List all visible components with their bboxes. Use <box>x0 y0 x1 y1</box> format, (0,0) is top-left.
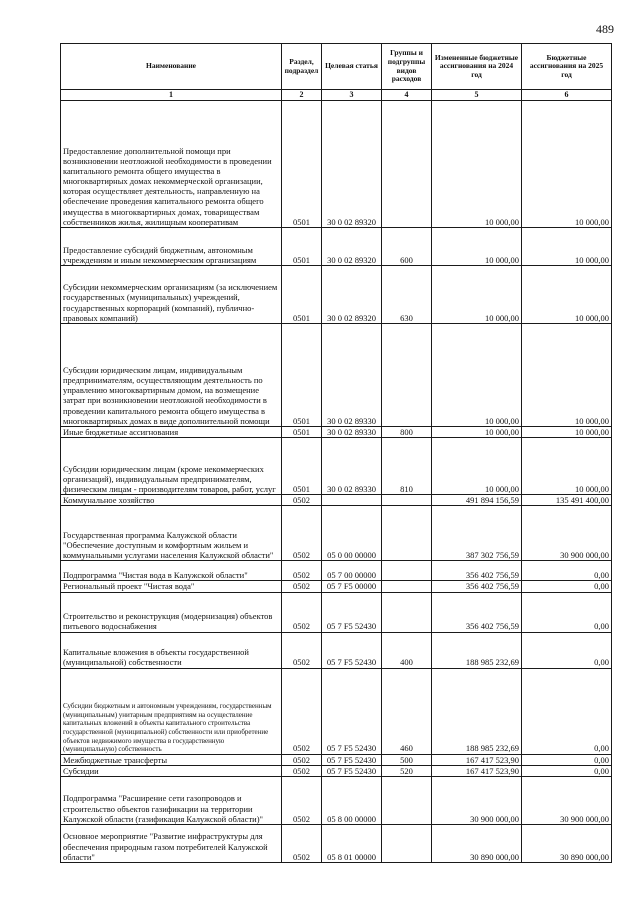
row-statya <box>322 495 382 506</box>
row-razdel: 0501 <box>282 324 322 427</box>
row-amount-2024: 167 417 523,90 <box>432 765 522 776</box>
row-amount-2024: 387 302 756,59 <box>432 506 522 561</box>
table-row <box>61 438 612 495</box>
row-statya: 30 0 02 89320 <box>322 101 382 228</box>
row-amount-2025: 135 491 400,00 <box>522 495 612 506</box>
header-vid: Группы и подгруппы видов расходов <box>382 44 432 90</box>
table-row <box>61 495 612 506</box>
row-amount-2025: 10 000,00 <box>522 438 612 495</box>
row-statya: 05 7 F5 52430 <box>322 632 382 668</box>
row-amount-2025: 30 900 000,00 <box>522 506 612 561</box>
row-amount-2024: 10 000,00 <box>432 228 522 266</box>
row-amount-2024: 10 000,00 <box>432 101 522 228</box>
column-number-row <box>61 90 612 101</box>
column-number: 3 <box>322 90 382 101</box>
row-amount-2024: 10 000,00 <box>432 427 522 438</box>
row-vid <box>382 592 432 632</box>
row-amount-2024: 491 894 156,59 <box>432 495 522 506</box>
row-statya: 05 7 F5 52430 <box>322 754 382 765</box>
row-amount-2024: 30 900 000,00 <box>432 776 522 824</box>
row-vid <box>382 581 432 592</box>
row-statya: 05 0 00 00000 <box>322 506 382 561</box>
row-statya: 05 7 00 00000 <box>322 561 382 581</box>
row-amount-2025: 10 000,00 <box>522 266 612 324</box>
row-name: Субсидии бюджетным и автономным учреждениям, государственным (муниципальным) унитарным предприятиям на осуществление капитальных вложений в объекты капитального строительства государственной (муниципальной) собственности или приобретение объектов недвижимого имущества в государственную (муниципальную) собственность <box>61 668 282 754</box>
row-razdel: 0501 <box>282 101 322 228</box>
table-row <box>61 101 612 228</box>
row-statya: 30 0 02 89330 <box>322 427 382 438</box>
row-vid: 460 <box>382 668 432 754</box>
row-name: Основное мероприятие "Развитие инфраструктуры для обеспечения природным газом потребителей Калужской области" <box>61 824 282 862</box>
table-row <box>61 668 612 754</box>
row-statya: 05 7 F5 00000 <box>322 581 382 592</box>
row-amount-2025: 10 000,00 <box>522 101 612 228</box>
row-amount-2024: 188 985 232,69 <box>432 668 522 754</box>
table-row <box>61 581 612 592</box>
row-vid <box>382 561 432 581</box>
row-amount-2025: 0,00 <box>522 561 612 581</box>
row-vid <box>382 324 432 427</box>
row-statya: 30 0 02 89330 <box>322 324 382 427</box>
row-vid <box>382 824 432 862</box>
row-amount-2024: 167 417 523,90 <box>432 754 522 765</box>
row-name: Коммунальное хозяйство <box>61 495 282 506</box>
row-vid <box>382 101 432 228</box>
row-statya: 05 8 00 00000 <box>322 776 382 824</box>
table-row <box>61 324 612 427</box>
row-amount-2024: 356 402 756,59 <box>432 592 522 632</box>
row-name: Субсидии юридическим лицам, индивидуальным предпринимателям, осуществляющим деятельность по управлению многоквартирным домом, на возмещение затрат при возникновении неотложной необходимости в проведении капитального ремонта общего имущества в многоквартирных домах в виде дополнительной помощи <box>61 324 282 427</box>
column-number: 1 <box>61 90 282 101</box>
row-name: Предоставление дополнительной помощи при возникновении неотложной необходимости в проведении капитального ремонта общего имущества в многоквартирных домах некоммерческой организации, которая осуществляет деятельность, направленную на обеспечение проведения капитального ремонта общего имущества в многоквартирных домах, товариществам собственников жилья, жилищным кооперативам <box>61 101 282 228</box>
row-razdel: 0502 <box>282 592 322 632</box>
row-vid: 630 <box>382 266 432 324</box>
row-razdel: 0502 <box>282 668 322 754</box>
row-name: Субсидии юридическим лицам (кроме некоммерческих организаций), индивидуальным предпринимателям, физическим лицам - производителям товаров, работ, услуг <box>61 438 282 495</box>
row-statya: 05 7 F5 52430 <box>322 765 382 776</box>
row-razdel: 0501 <box>282 427 322 438</box>
table-row <box>61 228 612 266</box>
row-statya: 30 0 02 89330 <box>322 438 382 495</box>
row-name: Строительство и реконструкция (модернизация) объектов питьевого водоснабжения <box>61 592 282 632</box>
row-amount-2024: 10 000,00 <box>432 438 522 495</box>
row-razdel: 0501 <box>282 438 322 495</box>
row-statya: 05 7 F5 52430 <box>322 592 382 632</box>
header-2025: Бюджетные ассигнования на 2025 год <box>522 44 612 90</box>
row-amount-2024: 10 000,00 <box>432 266 522 324</box>
row-amount-2025: 10 000,00 <box>522 427 612 438</box>
row-razdel: 0502 <box>282 824 322 862</box>
row-razdel: 0502 <box>282 754 322 765</box>
row-vid: 520 <box>382 765 432 776</box>
column-number: 2 <box>282 90 322 101</box>
row-amount-2025: 0,00 <box>522 581 612 592</box>
table-row <box>61 824 612 862</box>
row-vid: 800 <box>382 427 432 438</box>
row-razdel: 0502 <box>282 495 322 506</box>
table-row <box>61 427 612 438</box>
row-vid: 400 <box>382 632 432 668</box>
row-razdel: 0502 <box>282 561 322 581</box>
row-amount-2024: 356 402 756,59 <box>432 561 522 581</box>
row-name: Подпрограмма "Расширение сети газопроводов и строительство объектов газификации на территории Калужской области (газификация Калужской области)" <box>61 776 282 824</box>
row-razdel: 0501 <box>282 228 322 266</box>
row-statya: 05 7 F5 52430 <box>322 668 382 754</box>
row-name: Региональный проект "Чистая вода" <box>61 581 282 592</box>
row-name: Субсидии некоммерческим организациям (за исключением государственных (муниципальных) учреждений, государственных корпораций (компаний), публично-правовых компаний) <box>61 266 282 324</box>
row-razdel: 0502 <box>282 632 322 668</box>
table-row <box>61 776 612 824</box>
row-name: Подпрограмма "Чистая вода в Калужской области" <box>61 561 282 581</box>
budget-table <box>60 43 612 863</box>
row-amount-2025: 0,00 <box>522 668 612 754</box>
row-statya: 30 0 02 89320 <box>322 228 382 266</box>
table-row <box>61 506 612 561</box>
row-amount-2024: 10 000,00 <box>432 324 522 427</box>
row-name: Капитальные вложения в объекты государственной (муниципальной) собственности <box>61 632 282 668</box>
row-razdel: 0502 <box>282 581 322 592</box>
row-vid: 500 <box>382 754 432 765</box>
row-name: Государственная программа Калужской области "Обеспечение доступным и комфортным жильем и коммунальными услугами населения Калужской области" <box>61 506 282 561</box>
row-razdel: 0502 <box>282 506 322 561</box>
row-amount-2024: 356 402 756,59 <box>432 581 522 592</box>
row-amount-2025: 10 000,00 <box>522 228 612 266</box>
row-razdel: 0502 <box>282 776 322 824</box>
table-row <box>61 561 612 581</box>
row-amount-2025: 10 000,00 <box>522 324 612 427</box>
header-2024: Измененные бюджетные ассигнования на 2024 год <box>432 44 522 90</box>
row-amount-2024: 30 890 000,00 <box>432 824 522 862</box>
row-amount-2024: 188 985 232,69 <box>432 632 522 668</box>
row-name: Межбюджетные трансферты <box>61 754 282 765</box>
row-name: Иные бюджетные ассигнования <box>61 427 282 438</box>
row-statya: 30 0 02 89320 <box>322 266 382 324</box>
row-vid <box>382 506 432 561</box>
header-statya: Целевая статья <box>322 44 382 90</box>
row-amount-2025: 0,00 <box>522 754 612 765</box>
row-amount-2025: 0,00 <box>522 765 612 776</box>
row-statya: 05 8 01 00000 <box>322 824 382 862</box>
row-vid: 600 <box>382 228 432 266</box>
row-razdel: 0501 <box>282 266 322 324</box>
column-number: 5 <box>432 90 522 101</box>
table-row <box>61 592 612 632</box>
header-name: Наименование <box>61 44 282 90</box>
row-name: Субсидии <box>61 765 282 776</box>
row-amount-2025: 30 900 000,00 <box>522 776 612 824</box>
row-vid <box>382 495 432 506</box>
row-amount-2025: 0,00 <box>522 632 612 668</box>
column-number: 4 <box>382 90 432 101</box>
column-number: 6 <box>522 90 612 101</box>
table-row <box>61 754 612 765</box>
table-header-row <box>61 44 612 90</box>
row-name: Предоставление субсидий бюджетным, автономным учреждениям и иным некоммерческим организациям <box>61 228 282 266</box>
row-amount-2025: 0,00 <box>522 592 612 632</box>
row-vid: 810 <box>382 438 432 495</box>
header-razdel: Раздел, подраздел <box>282 44 322 90</box>
table-row <box>61 765 612 776</box>
table-row <box>61 632 612 668</box>
page-number: 489 <box>596 22 614 36</box>
row-amount-2025: 30 890 000,00 <box>522 824 612 862</box>
row-razdel: 0502 <box>282 765 322 776</box>
row-vid <box>382 776 432 824</box>
table-row <box>61 266 612 324</box>
